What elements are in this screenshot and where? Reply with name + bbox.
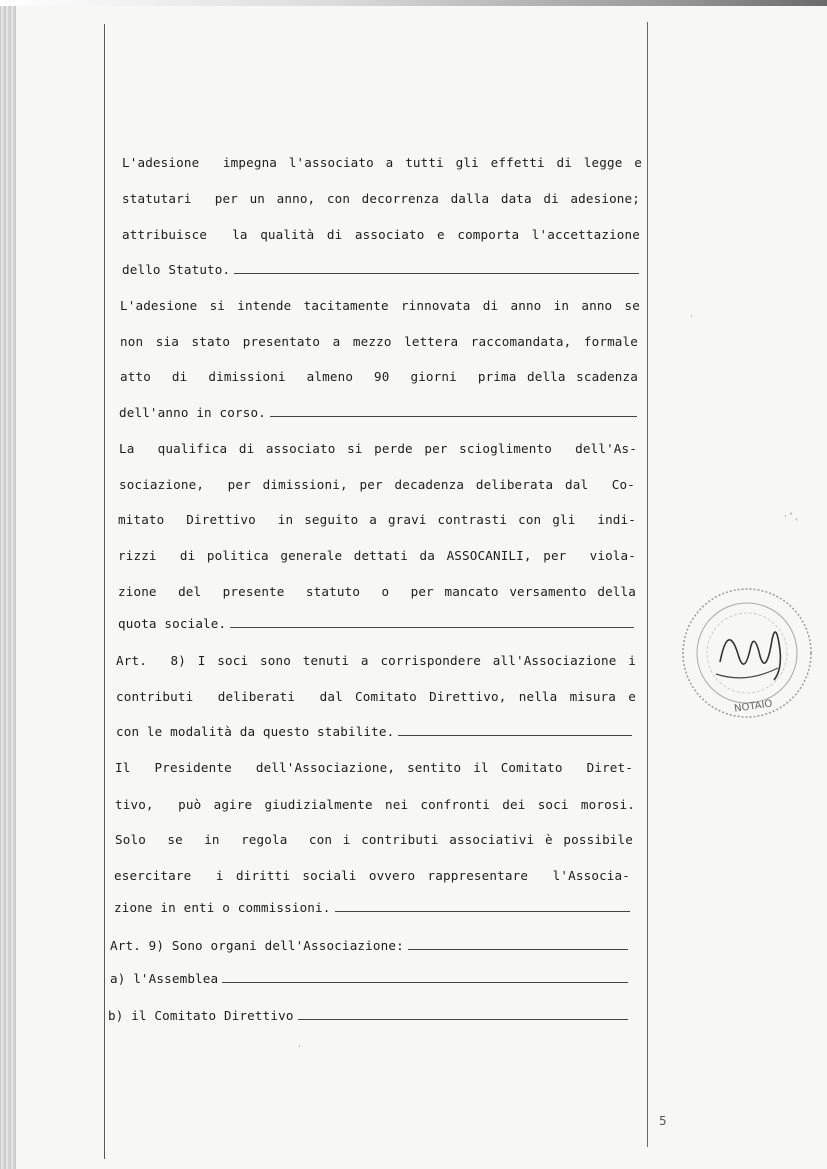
text-line: non sia stato presentato a mezzo lettera raccomandata, formale [120, 334, 638, 349]
text-line-filled: dello Statuto. [122, 251, 639, 277]
filler-line [230, 626, 634, 628]
filler-line [298, 1018, 628, 1020]
text-line: zione del presente statuto o per mancato versamento della [118, 584, 636, 599]
filler-line [335, 910, 631, 912]
filler-line [270, 415, 637, 417]
scan-speck: · ' ˌ [784, 512, 798, 522]
text-line: L'adesione si intende tacitamente rinnovata di anno in anno se [120, 298, 640, 313]
filler-line [408, 948, 628, 950]
filler-line [222, 981, 628, 983]
svg-text:NOTAIO: NOTAIO [733, 698, 774, 715]
text-line: attribuisce la qualità di associato e comporta l'accettazione [122, 227, 640, 242]
text-line-filled: Art. 9) Sono organi dell'Associazione: [110, 927, 628, 953]
text-line-filled: b) il Comitato Direttivo [108, 997, 628, 1023]
text-line: La qualifica di associato si perde per scioglimento dell'As- [119, 441, 637, 456]
text-line: Solo se in regola con i contributi associativi è possibile [115, 832, 633, 847]
text-line: rizzi di politica generale dettati da ASSOCANILI, per viola- [118, 548, 636, 563]
scan-speck: · [690, 312, 693, 322]
text-line: contributi deliberati dal Comitato Direttivo, nella misura e [116, 689, 636, 704]
text-line-filled: a) l'Assemblea [110, 960, 628, 986]
page-number: 5 [659, 1114, 667, 1128]
text-line-filled: quota sociale. [118, 605, 634, 631]
text-line-filled: zione in enti o commissioni. [114, 889, 630, 915]
text-line: Art. 8) I soci sono tenuti a corrispondere all'Associazione i [116, 653, 636, 668]
text-line: tivo, può agire giudizialmente nei confronti dei soci morosi. [115, 797, 635, 812]
scan-speck: · [298, 1042, 301, 1052]
text-line: sociazione, per dimissioni, per decadenza deliberata dal Co- [119, 477, 635, 492]
text-line: L'adesione impegna l'associato a tutti gli effetti di legge e [122, 155, 642, 170]
filler-line [398, 734, 632, 736]
filler-line [234, 272, 639, 274]
text-line: statutari per un anno, con decorrenza dalla data di adesione; [122, 191, 640, 206]
text-line: Il Presidente dell'Associazione, sentito il Comitato Diret- [115, 760, 633, 775]
text-line-filled: dell'anno in corso. [119, 394, 637, 420]
text-line-filled: con le modalità da questo stabilite. [116, 713, 632, 739]
text-line: mitato Direttivo in seguito a gravi contrasti con gli indi- [118, 512, 636, 527]
text-line: esercitare i diritti sociali ovvero rappresentare l'Associa- [114, 868, 630, 883]
notary-seal-with-signature-icon [676, 582, 818, 724]
text-line: atto di dimissioni almeno 90 giorni prima della scadenza [120, 369, 638, 384]
